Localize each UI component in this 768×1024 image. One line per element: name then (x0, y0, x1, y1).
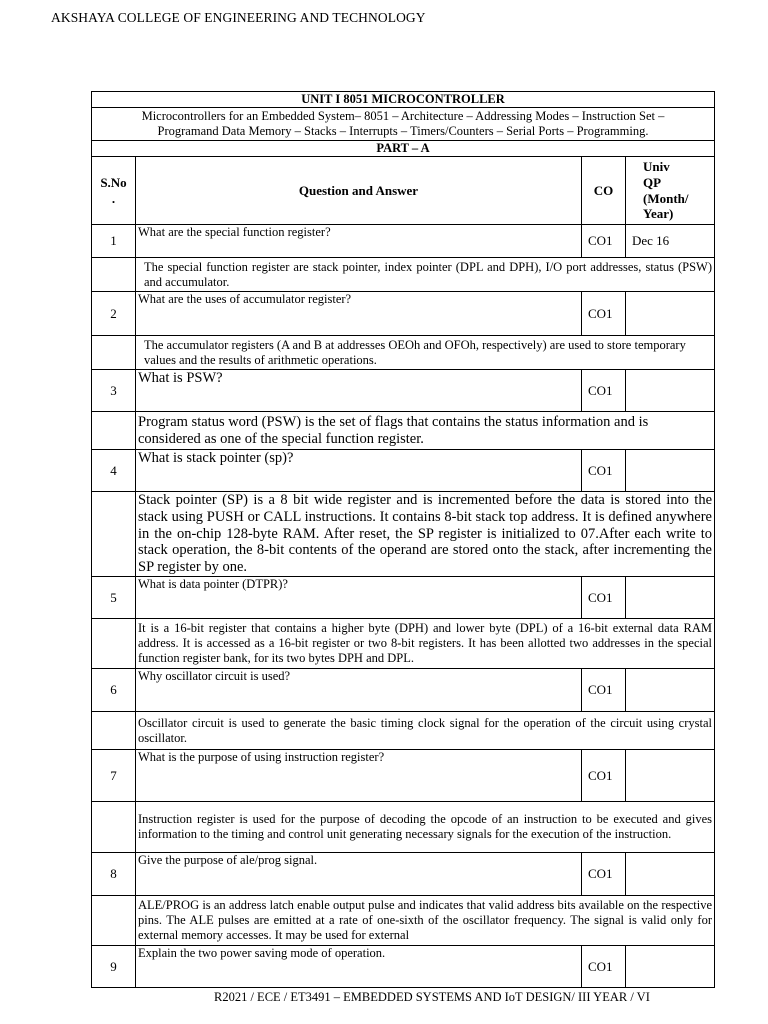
question-text: What are the uses of accumulator register? (136, 292, 582, 336)
question-text: What is the purpose of using instruction register? (136, 750, 582, 802)
answer-row (92, 336, 715, 370)
univ-header-line-4: Year) (643, 206, 674, 222)
answer-row (92, 492, 715, 577)
answer-text: It is a 16-bit register that contains a higher byte (DPH) and lower byte (DPL) of a 16-bit external data RAM address. It is accessed as a 16-bit register or two 8-bit registers. It has been allotted two addresses in the special function register bank, for its two bytes DPH and DPL. (136, 619, 715, 669)
question-text: What is PSW? (136, 370, 582, 412)
course-outcome: CO1 (582, 750, 626, 802)
answer-text: Stack pointer (SP) is a 8 bit wide register and is incremented before the data is stored into the stack using PUSH or CALL instructions. It contains 8-bit stack top address. It is defined anywhere in the on-chip 128-byte RAM. After reset, the SP register is initialized to 07.After each write to stack operation, the 8-bit contents of the operand are stored onto the stack, after incrementing the SP register by one. (136, 492, 715, 577)
course-outcome: CO1 (582, 577, 626, 619)
answer-spacer (92, 492, 136, 577)
serial-number: 5 (92, 577, 136, 619)
answer-spacer (92, 896, 136, 946)
answer-spacer (92, 619, 136, 669)
answer-text: Instruction register is used for the purpose of decoding the opcode of an instruction to be executed and gives information to the timing and control unit generating necessary signals for the execution of the instruction. (136, 802, 715, 853)
serial-number: 1 (92, 225, 136, 258)
univ-qp (626, 450, 715, 492)
sno-header (92, 157, 136, 225)
serial-number: 8 (92, 853, 136, 896)
question-text: Why oscillator circuit is used? (136, 669, 582, 712)
question-row (92, 225, 715, 258)
answer-spacer (92, 258, 136, 292)
question-row (92, 292, 715, 336)
univ-qp (626, 750, 715, 802)
univ-qp (626, 577, 715, 619)
question-text: What is stack pointer (sp)? (136, 450, 582, 492)
question-row (92, 669, 715, 712)
sno-header-line-1: S.No (100, 174, 127, 190)
question-text: What are the special function register? (136, 225, 582, 258)
univ-header-line-3: (Month/ (643, 190, 689, 206)
answer-text: ALE/PROG is an address latch enable output pulse and indicates that valid address bits available on the respective pins. The ALE pulses are emitted at a rate of one-sixth of the oscillator frequency. The signal is valid only for external memory accesses. It may be used for external (136, 896, 715, 946)
univ-qp: Dec 16 (626, 225, 715, 258)
question-row (92, 450, 715, 492)
syllabus-line-1: Microcontrollers for an Embedded System– 8051 – Architecture – Addressing Modes – Instruction Set – (141, 109, 665, 123)
answer-row (92, 258, 715, 292)
question-row (92, 750, 715, 802)
serial-number: 7 (92, 750, 136, 802)
unit-title-row (92, 92, 715, 108)
answer-text: Program status word (PSW) is the set of flags that contains the status information and is considered as one of the special function register. (136, 412, 715, 450)
answer-row (92, 619, 715, 669)
question-text: Explain the two power saving mode of operation. (136, 946, 582, 988)
co-header: CO (582, 157, 626, 225)
syllabus-row (92, 108, 715, 141)
answer-spacer (92, 412, 136, 450)
question-row (92, 370, 715, 412)
page-footer: R2021 / ECE / ET3491 – EMBEDDED SYSTEMS AND IoT DESIGN/ III YEAR / VI (214, 990, 650, 1004)
question-text: Give the purpose of ale/prog signal. (136, 853, 582, 896)
answer-text: The special function register are stack pointer, index pointer (DPL and DPH), I/O port addresses, status (PSW) and accumulator. (136, 258, 715, 292)
question-row (92, 577, 715, 619)
part-label: PART – A (92, 141, 715, 157)
course-outcome: CO1 (582, 292, 626, 336)
unit-title: UNIT I 8051 MICROCONTROLLER (92, 92, 715, 108)
univ-qp (626, 669, 715, 712)
question-text: What is data pointer (DTPR)? (136, 577, 582, 619)
answer-row (92, 802, 715, 853)
univ-qp (626, 370, 715, 412)
serial-number: 6 (92, 669, 136, 712)
question-bank-table (91, 91, 715, 988)
answer-text: The accumulator registers (A and B at addresses OEOh and OFOh, respectively) are used to store temporary values and the results of arithmetic operations. (136, 336, 715, 370)
college-name: AKSHAYA COLLEGE OF ENGINEERING AND TECHNOLOGY (51, 10, 426, 25)
univ-qp (626, 946, 715, 988)
serial-number: 9 (92, 946, 136, 988)
univ-qp (626, 292, 715, 336)
course-outcome: CO1 (582, 946, 626, 988)
syllabus (92, 108, 715, 141)
univ-qp (626, 853, 715, 896)
univ-header-line-1: Univ (643, 159, 670, 175)
sno-header-line-2: . (111, 190, 116, 206)
course-outcome: CO1 (582, 669, 626, 712)
univ-qp-header (626, 157, 715, 225)
serial-number: 4 (92, 450, 136, 492)
answer-text: Oscillator circuit is used to generate the basic timing clock signal for the operation of the circuit using crystal oscillator. (136, 712, 715, 750)
answer-row (92, 896, 715, 946)
part-row (92, 141, 715, 157)
question-row (92, 946, 715, 988)
answer-spacer (92, 712, 136, 750)
syllabus-line-2: Programand Data Memory – Stacks – Interrupts – Timers/Counters – Serial Ports – Programming. (157, 124, 649, 138)
question-row (92, 853, 715, 896)
answer-row (92, 712, 715, 750)
course-outcome: CO1 (582, 450, 626, 492)
serial-number: 3 (92, 370, 136, 412)
answer-spacer (92, 336, 136, 370)
answer-row (92, 412, 715, 450)
univ-header-line-2: QP (643, 174, 662, 190)
answer-spacer (92, 802, 136, 853)
column-header-row (92, 157, 715, 225)
question-header: Question and Answer (136, 157, 582, 225)
course-outcome: CO1 (582, 370, 626, 412)
course-outcome: CO1 (582, 853, 626, 896)
serial-number: 2 (92, 292, 136, 336)
course-outcome: CO1 (582, 225, 626, 258)
